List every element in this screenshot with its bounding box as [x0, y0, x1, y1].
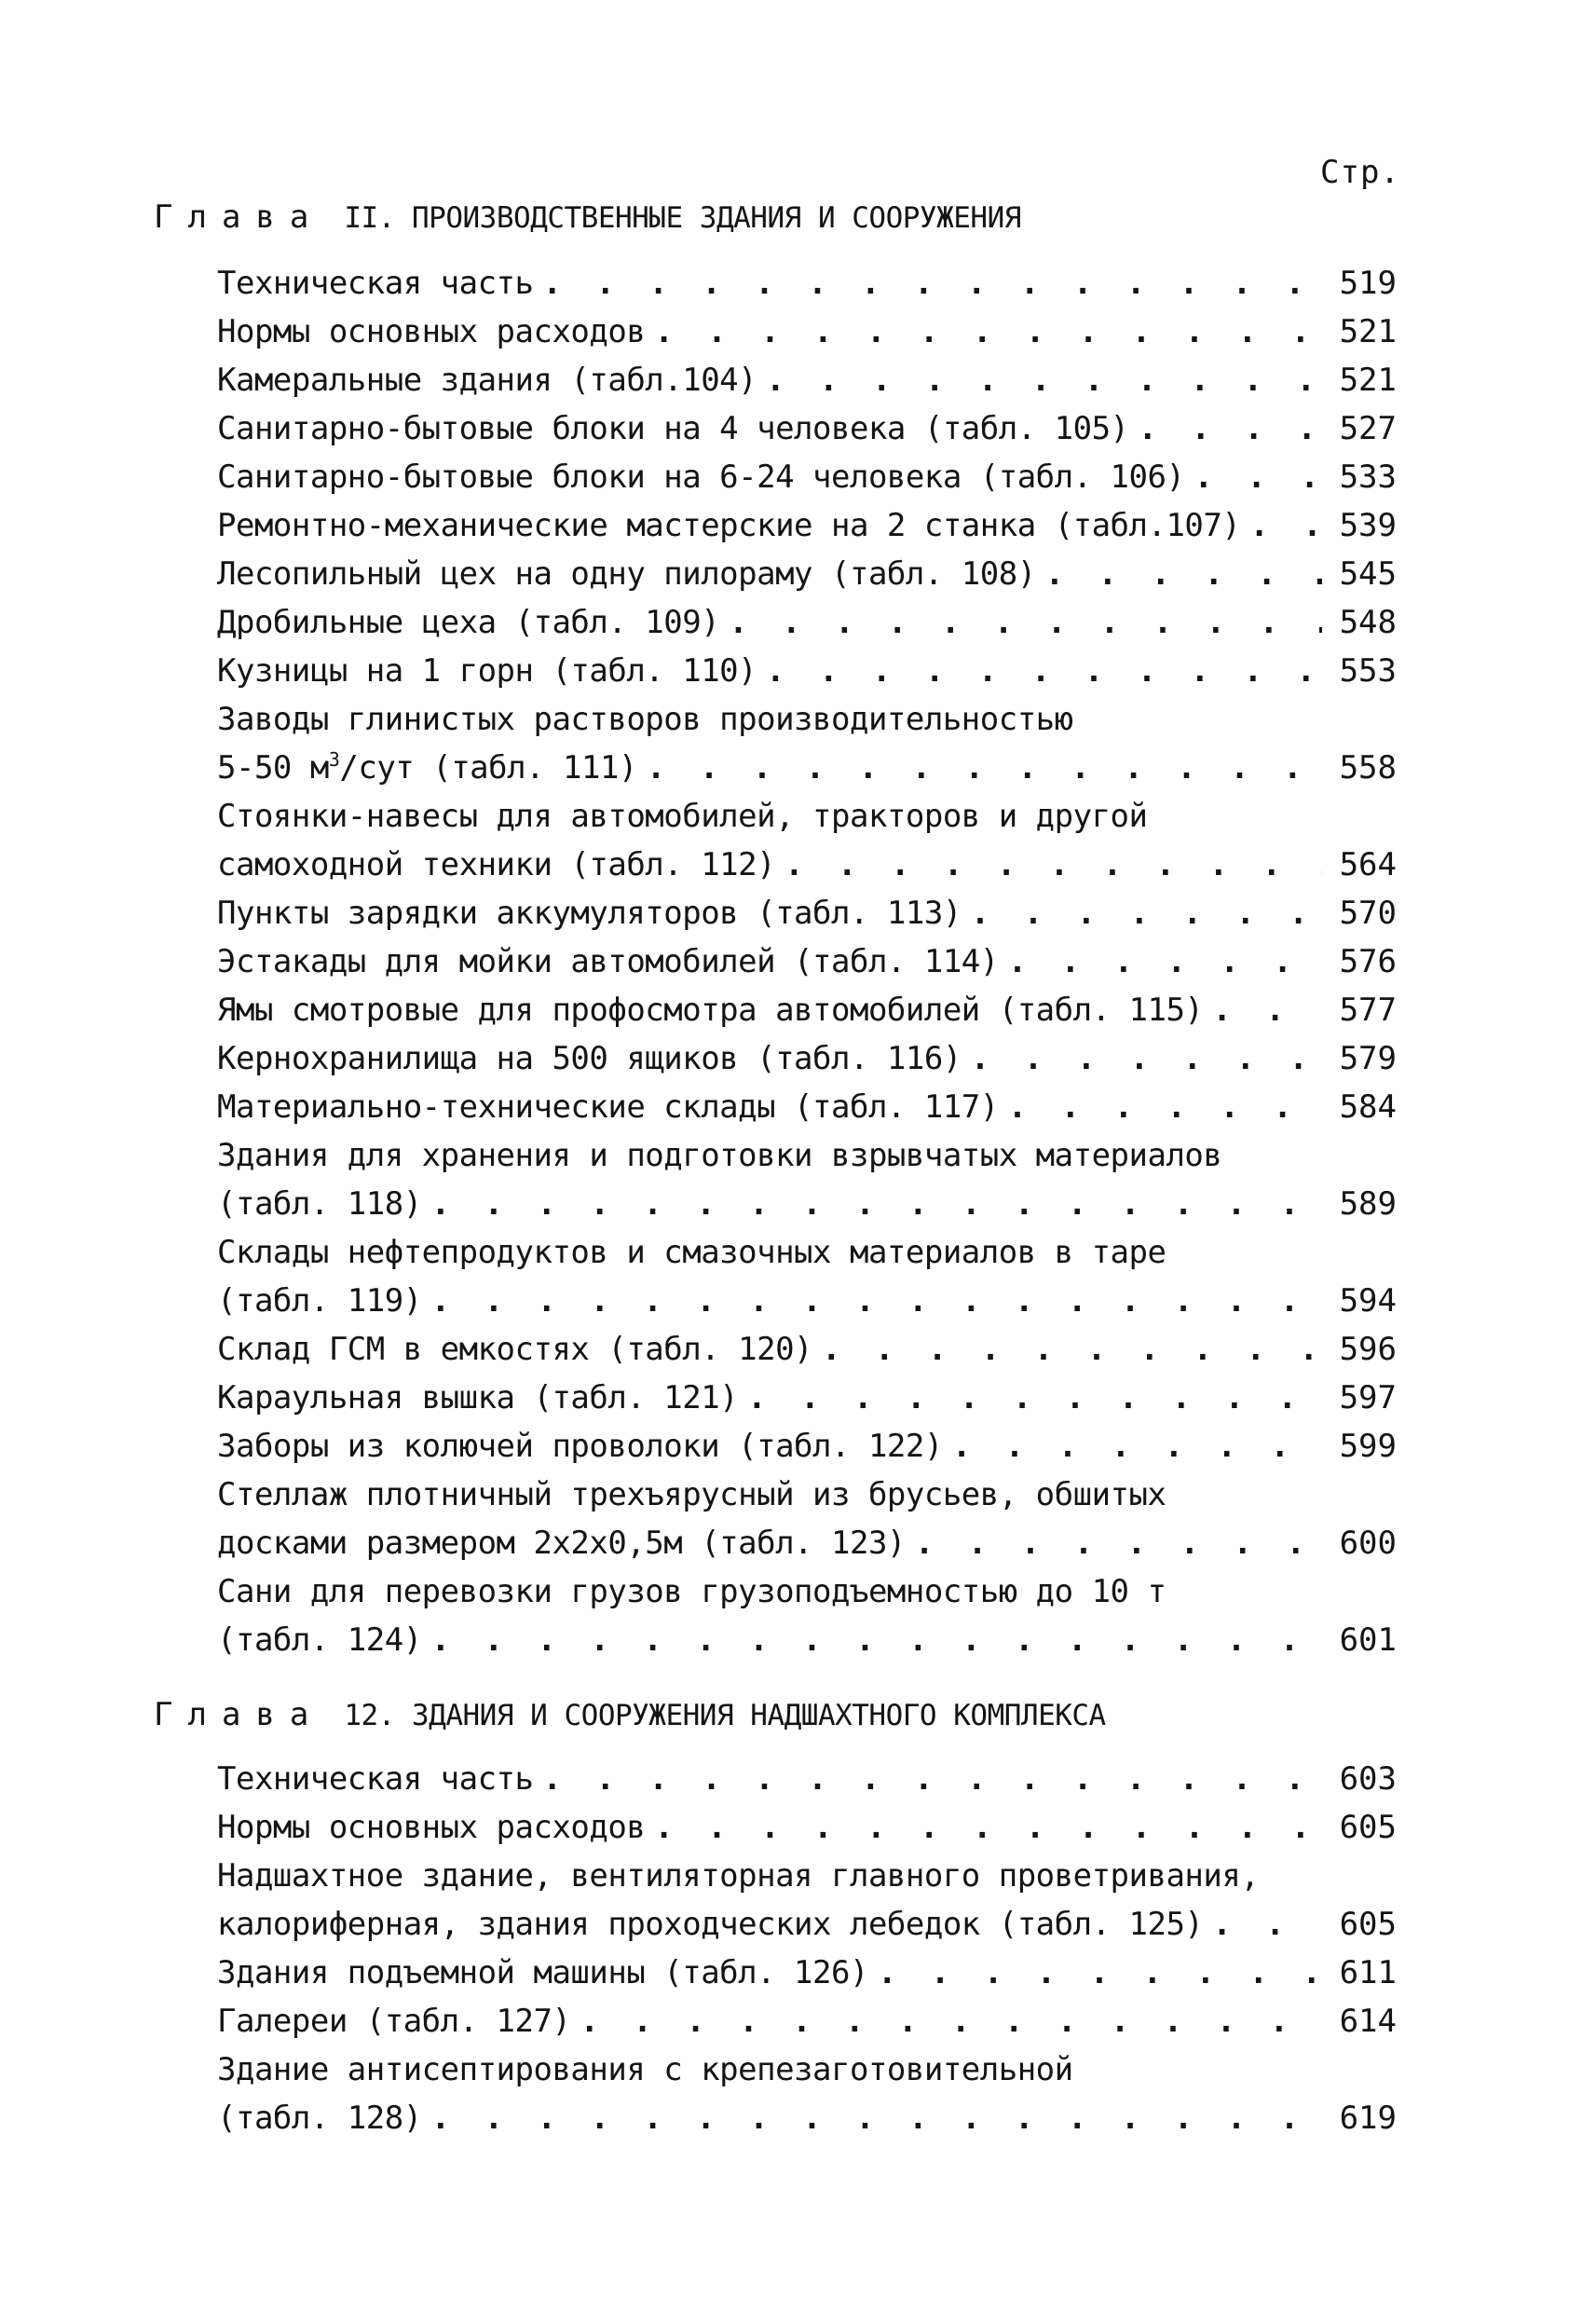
toc-entry-text: (табл. 124) [217, 1621, 422, 1659]
toc-entry [217, 308, 1397, 356]
toc-page-number: 564 [1339, 846, 1397, 883]
chapter-word: Глава [154, 198, 324, 236]
toc-entry-text: Техническая часть [217, 265, 534, 302]
toc-entry-text: Материально-технические склады (табл. 117) [217, 1088, 999, 1126]
toc-entry-line [217, 259, 1397, 308]
toc-entry [217, 1755, 1397, 1803]
toc-entry-text: Нормы основных расходов [217, 313, 646, 350]
toc-entry-line [217, 841, 1397, 889]
toc-entry-text: Здание антисептирования с крепезаготовительной [217, 2051, 1073, 2088]
toc-page-number: 548 [1339, 604, 1397, 641]
toc-entry-text: Склады нефтепродуктов и смазочных материалов в таре [217, 1234, 1166, 1271]
toc-page-number: 519 [1339, 265, 1397, 302]
toc-entry-line [217, 1852, 1397, 1900]
toc-entry-text: Эстакады для мойки автомобилей (табл. 114) [217, 943, 999, 980]
toc-entry [217, 550, 1397, 598]
toc-entry-text: Здания подъемной машины (табл. 126) [217, 1954, 868, 1991]
toc-entry [217, 695, 1397, 792]
toc-entry-line [217, 695, 1397, 744]
toc-entry-line [217, 1755, 1397, 1803]
toc-entry-text: Нормы основных расходов [217, 1809, 646, 1846]
toc-entry-text: Санитарно-бытовые блоки на 6-24 человека (табл. 106) [217, 458, 1185, 496]
toc-entry-line [217, 889, 1397, 937]
toc-entry [217, 1567, 1397, 1664]
toc-entry-text: Караульная вышка (табл. 121) [217, 1379, 739, 1416]
dot-leader [654, 308, 1322, 356]
chapter-heading [154, 1696, 1106, 1733]
toc-page-number: 601 [1339, 1621, 1397, 1659]
toc-page-number: 603 [1339, 1760, 1397, 1798]
toc-page-number: 577 [1339, 992, 1397, 1029]
dot-leader [431, 1180, 1322, 1228]
toc-entry-text: досками размером 2х2х0,5м (табл. 123) [217, 1525, 906, 1562]
chapter-heading [154, 198, 1021, 236]
toc-entry-line [217, 308, 1397, 356]
toc-page-number: 614 [1339, 2003, 1397, 2040]
toc-entry-line [217, 1228, 1397, 1277]
toc-entry [217, 259, 1397, 308]
toc-entry [217, 356, 1397, 404]
toc-entry-line [217, 1034, 1397, 1083]
toc-entry-text: Сани для перевозки грузов грузоподъемностью до 10 т [217, 1573, 1166, 1610]
toc-entry-text: Склад ГСМ в емкостях (табл. 120) [217, 1331, 813, 1368]
page-column-label: Стр. [1320, 154, 1400, 191]
toc-entry [217, 1852, 1397, 1949]
toc-entry [217, 2045, 1397, 2142]
toc-page-number: 576 [1339, 943, 1397, 980]
toc-entry [217, 1997, 1397, 2045]
toc-page-number: 521 [1339, 362, 1397, 399]
toc-page-number: 521 [1339, 313, 1397, 350]
dot-leader [654, 1803, 1322, 1852]
toc-page-number: 533 [1339, 458, 1397, 496]
toc-entry-text-part: /сут (табл. 111) [339, 749, 637, 787]
toc-page-number: 597 [1339, 1379, 1397, 1416]
toc-entry-text: Кернохранилища на 500 ящиков (табл. 116) [217, 1040, 962, 1077]
toc-entry-text: Заборы из колючей проволоки (табл. 122) [217, 1428, 943, 1465]
toc-entry [217, 1803, 1397, 1852]
toc-entry [217, 647, 1397, 695]
toc-entry-line [217, 404, 1397, 453]
chapter-word: Глава [154, 1696, 324, 1733]
dot-leader [729, 598, 1322, 647]
toc-entry-line [217, 1949, 1397, 1997]
toc-entry-text: (табл. 128) [217, 2100, 422, 2137]
toc-entry-text: Техническая часть [217, 1760, 534, 1798]
toc-list [217, 1755, 1397, 2142]
toc-entry-line [217, 1277, 1397, 1325]
toc-entry [217, 1422, 1397, 1471]
toc-entry [217, 1131, 1397, 1228]
toc-list [217, 259, 1397, 1664]
toc-entry [217, 598, 1397, 647]
toc-entry-line [217, 2045, 1397, 2094]
toc-entry [217, 792, 1397, 889]
dot-leader [431, 2094, 1322, 2142]
toc-entry-line [217, 647, 1397, 695]
toc-entry-line [217, 1616, 1397, 1664]
dot-leader [431, 1616, 1322, 1664]
toc-page-number: 558 [1339, 749, 1397, 787]
toc-entry [217, 501, 1397, 550]
toc-page-number: 611 [1339, 1954, 1397, 1991]
toc-page-number: 619 [1339, 2100, 1397, 2137]
toc-entry-line [217, 744, 1397, 792]
dot-leader [1008, 937, 1322, 986]
toc-entry-line [217, 1567, 1397, 1616]
toc-page-number: 579 [1339, 1040, 1397, 1077]
toc-entry-line [217, 501, 1397, 550]
toc-entry-line [217, 1900, 1397, 1949]
toc-entry-text: Галереи (табл. 127) [217, 2003, 571, 2040]
toc-entry-line [217, 598, 1397, 647]
dot-leader [431, 1277, 1322, 1325]
toc-entry-text: Санитарно-бытовые блоки на 4 человека (табл. 105) [217, 410, 1129, 447]
toc-entry-text: Стоянки-навесы для автомобилей, тракторов и другой [217, 798, 1148, 835]
toc-page-number: 545 [1339, 555, 1397, 593]
toc-entry [217, 986, 1397, 1034]
toc-entry-text [217, 744, 637, 792]
toc-entry-line [217, 1803, 1397, 1852]
toc-entry [217, 1471, 1397, 1567]
toc-entry-text: (табл. 119) [217, 1282, 422, 1320]
toc-entry-line [217, 937, 1397, 986]
toc-entry-line [217, 1131, 1397, 1180]
chapter-title: 12. ЗДАНИЯ И СООРУЖЕНИЯ НАДШАХТНОГО КОМПЛЕКСА [344, 1699, 1106, 1732]
toc-entry-text: самоходной техники (табл. 112) [217, 846, 776, 883]
toc-entry-line [217, 1374, 1397, 1422]
dot-leader [971, 889, 1322, 937]
toc-page-number: 589 [1339, 1185, 1397, 1223]
toc-page-number: 539 [1339, 507, 1397, 544]
toc-page-number: 605 [1339, 1906, 1397, 1943]
toc-page-number: 600 [1339, 1525, 1397, 1562]
toc-entry-line [217, 550, 1397, 598]
toc-entry [217, 1228, 1397, 1325]
dot-leader [1249, 501, 1322, 550]
toc-page-number: 596 [1339, 1331, 1397, 1368]
dot-leader [766, 647, 1322, 695]
toc-page-number: 594 [1339, 1282, 1397, 1320]
toc-entry-text-part: 5-50 м [217, 749, 329, 787]
dot-leader [784, 841, 1322, 889]
toc-entry [217, 1034, 1397, 1083]
dot-leader [580, 1997, 1322, 2045]
toc-page-number: 553 [1339, 652, 1397, 690]
toc-entry-text: Кузницы на 1 горн (табл. 110) [217, 652, 757, 690]
toc-entry-text: Стеллаж плотничный трехъярусный из брусьев, обшитых [217, 1476, 1166, 1513]
chapter-title: II. ПРОИЗВОДСТВЕННЫЕ ЗДАНИЯ И СООРУЖЕНИЯ [344, 201, 1021, 235]
dot-leader [747, 1374, 1322, 1422]
toc-entry-text: Дробильные цеха (табл. 109) [217, 604, 720, 641]
toc-entry-line [217, 986, 1397, 1034]
toc-entry-line [217, 453, 1397, 501]
superscript: 3 [328, 748, 340, 771]
dot-leader [543, 259, 1323, 308]
toc-entry [217, 889, 1397, 937]
toc-page-number: 584 [1339, 1088, 1397, 1126]
toc-entry [217, 937, 1397, 986]
toc-entry-line [217, 2094, 1397, 2142]
toc-entry-text: Пункты зарядки аккумуляторов (табл. 113) [217, 895, 962, 932]
dot-leader [1194, 453, 1322, 501]
toc-page-number: 605 [1339, 1809, 1397, 1846]
dot-leader [1045, 550, 1322, 598]
toc-entry-text: Заводы глинистых растворов производительностью [217, 701, 1073, 738]
dot-leader [971, 1034, 1322, 1083]
toc-page-number: 527 [1339, 410, 1397, 447]
toc-entry-line [217, 1422, 1397, 1471]
toc-entry-text: Лесопильный цех на одну пилораму (табл. 108) [217, 555, 1036, 593]
toc-entry [217, 1949, 1397, 1997]
toc-entry [217, 1083, 1397, 1131]
toc-entry-text: Надшахтное здание, вентиляторная главного проветривания, [217, 1857, 1260, 1895]
toc-page-number: 570 [1339, 895, 1397, 932]
dot-leader [915, 1519, 1322, 1567]
toc-entry-line [217, 356, 1397, 404]
toc-entry [217, 1374, 1397, 1422]
toc-entry-line [217, 792, 1397, 841]
dot-leader [647, 744, 1322, 792]
toc-entry-line [217, 1180, 1397, 1228]
dot-leader [878, 1949, 1322, 1997]
dot-leader [766, 356, 1322, 404]
toc-entry-line [217, 1519, 1397, 1567]
toc-entry-text: Ремонтно-механические мастерские на 2 станка (табл.107) [217, 507, 1241, 544]
dot-leader [952, 1422, 1322, 1471]
toc-entry-line [217, 1471, 1397, 1519]
dot-leader [1139, 404, 1322, 453]
toc-entry-line [217, 1083, 1397, 1131]
toc-entry-text: (табл. 118) [217, 1185, 422, 1223]
dot-leader [1008, 1083, 1322, 1131]
toc-entry [217, 453, 1397, 501]
dot-leader [1212, 986, 1322, 1034]
dot-leader [822, 1325, 1322, 1374]
toc-entry-line [217, 1997, 1397, 2045]
dot-leader [1212, 1900, 1322, 1949]
toc-page-number: 599 [1339, 1428, 1397, 1465]
toc-entry-text: калориферная, здания проходческих лебедок (табл. 125) [217, 1906, 1204, 1943]
toc-entry [217, 404, 1397, 453]
dot-leader [543, 1755, 1323, 1803]
toc-entry-text: Ямы смотровые для профосмотра автомобилей (табл. 115) [217, 992, 1204, 1029]
toc-entry [217, 1325, 1397, 1374]
toc-entry-text: Камеральные здания (табл.104) [217, 362, 757, 399]
toc-entry-line [217, 1325, 1397, 1374]
toc-entry-text: Здания для хранения и подготовки взрывчатых материалов [217, 1137, 1222, 1174]
